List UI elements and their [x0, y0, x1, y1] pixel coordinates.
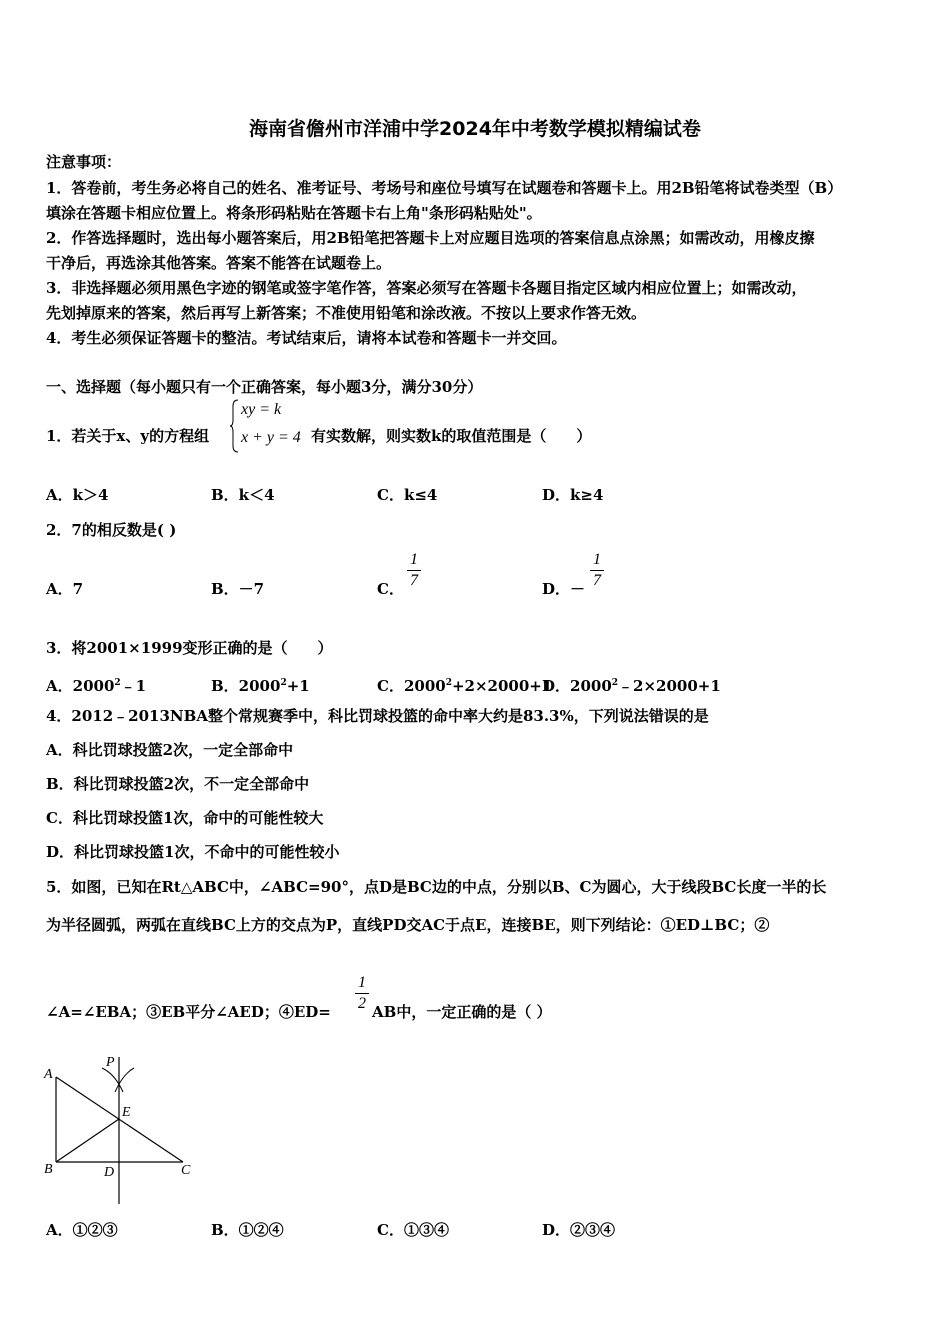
- q1-stem-pre: 1．若关于x、y的方程组: [46, 427, 210, 445]
- q5-geometry-figure: [40, 1052, 200, 1212]
- q5-stem-line-1: 5．如图，已知在Rt△ABC中，∠ABC=90°，点D是BC边的中点，分别以B、C为圆心，大于线段BC长度一半的长: [46, 878, 827, 896]
- q4-stem: 4．2012﹣2013NBA整个常规赛季中，科比罚球投篮的命中率大约是83.3%，下列说法错误的是: [46, 707, 709, 725]
- q1-option-a: A．k＞4: [46, 486, 109, 504]
- notice-heading: 注意事项：: [46, 153, 122, 171]
- arc-from-c: [115, 1068, 134, 1092]
- q4-option-d: D．科比罚球投篮1次，不命中的可能性较小: [46, 843, 340, 861]
- q1-stem-post: 有实数解，则实数k的取值范围是（ ）: [311, 427, 592, 445]
- q5-stem-line-2: 为半径圆弧，两弧在直线BC上方的交点为P，直线PD交AC于点E，连接BE，则下列结论：①ED⊥BC；②: [46, 916, 770, 934]
- notice-line: 填涂在答题卡相应位置上。将条形码粘贴在答题卡右上角"条形码粘贴处"。: [46, 204, 542, 222]
- brace-icon: [230, 398, 240, 454]
- notice-line: 4．考生必须保证答题卡的整洁。考试结束后，请将本试卷和答题卡一并交回。: [46, 329, 567, 347]
- q1-option-d: D．k≥4: [542, 486, 604, 504]
- q2-option-c-fraction: [407, 551, 421, 590]
- q4-option-b: B．科比罚球投篮2次，不一定全部命中: [46, 775, 310, 793]
- q5-stem-line-3b: AB中，一定正确的是（ ）: [372, 1003, 552, 1021]
- q5-option-a: A．①②③: [46, 1221, 118, 1239]
- q2-option-c-label: C．: [377, 580, 404, 598]
- fraction-denominator: 7: [593, 572, 601, 589]
- q3-option-d: D．$2000^2﹣2\times 2000+1$: [542, 677, 721, 695]
- q1-option-c: C．k≤4: [377, 486, 438, 504]
- page-title: 海南省儋州市洋浦中学2024年中考数学模拟精编试卷: [249, 118, 701, 140]
- q5-option-c: C．①③④: [377, 1221, 449, 1239]
- label-p: P: [106, 1055, 115, 1070]
- q5-option-d: D．②③④: [542, 1221, 616, 1239]
- q3-stem: 3．将2001×1999变形正确的是（ ）: [46, 639, 333, 657]
- fraction-numerator: 1: [593, 551, 601, 568]
- notice-line: 先划掉原来的答案，然后再写上新答案；不准使用铅笔和涂改液。不按以上要求作答无效。: [46, 304, 647, 322]
- notice-line: 干净后，再选涂其他答案。答案不能答在试题卷上。: [46, 254, 392, 272]
- q3-option-c: C．$2000^2+2\times 2000+1$: [377, 677, 553, 695]
- q5-stem-line-3a: ∠A=∠EBA；③EB平分∠AED；④ED=: [46, 1003, 331, 1021]
- notice-line: 1．答卷前，考生务必将自己的姓名、准考证号、考场号和座位号填写在试题卷和答题卡上。用2B铅笔将试卷类型（B）: [46, 179, 843, 197]
- q4-option-a: A．科比罚球投篮2次，一定全部命中: [46, 741, 294, 759]
- label-c: C: [181, 1163, 191, 1178]
- q2-stem: 2．7的相反数是( ): [46, 521, 177, 539]
- q5-fraction: [355, 974, 369, 1013]
- q1-option-b: B．k＜4: [211, 486, 275, 504]
- segment-be: [56, 1119, 119, 1162]
- label-e: E: [122, 1105, 131, 1120]
- fraction-denominator: 2: [358, 995, 366, 1012]
- q2-option-a: A．7: [46, 580, 84, 598]
- q5-option-b: B．①②④: [211, 1221, 284, 1239]
- notice-line: 2．作答选择题时，选出每小题答案后，用2B铅笔把答题卡上对应题目选项的答案信息点涂黑；如需改动，用橡皮擦: [46, 229, 815, 247]
- q2-option-d-label: D．－: [542, 580, 586, 598]
- fraction-numerator: 1: [410, 551, 418, 568]
- q2-option-b: B．－7: [211, 580, 265, 598]
- q1-equation-1: xy = k: [241, 401, 282, 418]
- q1-equation-2: x + y = 4: [241, 429, 301, 446]
- section-heading: 一、选择题（每小题只有一个正确答案，每小题3分，满分30分）: [46, 378, 483, 396]
- q4-option-c: C．科比罚球投篮1次，命中的可能性较大: [46, 809, 324, 827]
- notice-line: 3．非选择题必须用黑色字迹的钢笔或签字笔作答，答案必须写在答题卡各题目指定区域内相应位置上；如需改动，: [46, 279, 807, 297]
- fraction-denominator: 7: [410, 572, 418, 589]
- label-d: D: [104, 1165, 115, 1180]
- fraction-numerator: 1: [358, 974, 366, 991]
- q2-option-d-fraction: [590, 551, 604, 590]
- q3-option-a: A．2000$^2$﹣1: [46, 677, 147, 695]
- arc-from-b: [102, 1068, 123, 1092]
- label-b: B: [44, 1162, 53, 1177]
- q3-option-b: B．$2000^2+1$: [211, 677, 310, 695]
- label-a: A: [44, 1067, 53, 1082]
